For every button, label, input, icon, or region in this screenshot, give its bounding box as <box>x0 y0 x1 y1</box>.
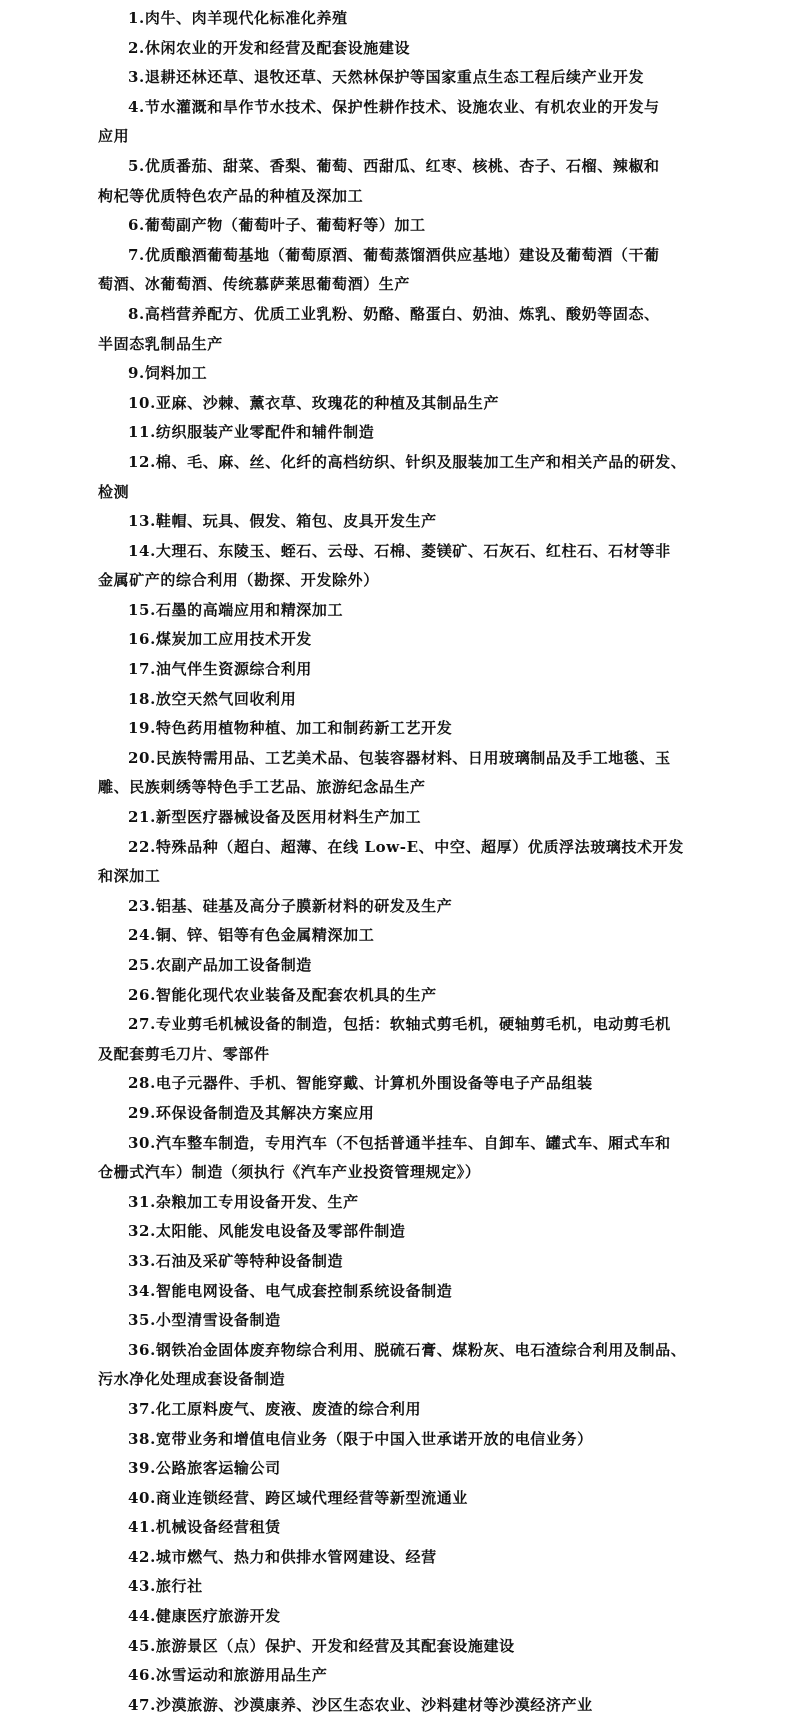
list-item: 12.棉、毛、麻、丝、化纤的高档纺织、针织及服装加工生产和相关产品的研发、 <box>128 452 687 471</box>
document-body <box>0 4 800 1720</box>
list-item: 22.特殊品种（超白、超薄、在线 Low-E、中空、超厚）优质浮法玻璃技术开发 <box>128 837 684 856</box>
list-item: 26.智能化现代农业装备及配套农机具的生产 <box>128 985 437 1004</box>
list-item: 34.智能电网设备、电气成套控制系统设备制造 <box>128 1281 453 1300</box>
list-item-continuation: 和深加工 <box>98 867 161 886</box>
list-item: 20.民族特需用品、工艺美术品、包装容器材料、日用玻璃制品及手工地毯、玉 <box>128 748 671 767</box>
list-item: 46.冰雪运动和旅游用品生产 <box>128 1666 328 1685</box>
list-item: 7.优质酿酒葡萄基地（葡萄原酒、葡萄蒸馏酒供应基地）建设及葡萄酒（干葡 <box>128 245 660 264</box>
list-item: 11.纺织服装产业零配件和辅件制造 <box>128 423 375 442</box>
list-item: 14.大理石、东陵玉、蛭石、云母、石棉、菱镁矿、石灰石、红柱石、石材等非 <box>128 541 671 560</box>
list-item: 31.杂粮加工专用设备开发、生产 <box>128 1192 359 1211</box>
list-item: 19.特色药用植物种植、加工和制药新工艺开发 <box>128 719 453 738</box>
list-item: 18.放空天然气回收利用 <box>128 689 297 708</box>
list-item: 43.旅行社 <box>128 1577 203 1596</box>
list-item: 5.优质番茄、甜菜、香梨、葡萄、西甜瓜、红枣、核桃、杏子、石榴、辣椒和 <box>128 156 660 175</box>
list-item: 28.电子元器件、手机、智能穿戴、计算机外围设备等电子产品组装 <box>128 1074 593 1093</box>
list-item: 17.油气伴生资源综合利用 <box>128 660 312 679</box>
list-item: 16.煤炭加工应用技术开发 <box>128 630 312 649</box>
list-item: 3.退耕还林还草、退牧还草、天然林保护等国家重点生态工程后续产业开发 <box>128 68 645 87</box>
list-item: 32.太阳能、风能发电设备及零部件制造 <box>128 1222 406 1241</box>
list-item-continuation: 及配套剪毛刀片、零部件 <box>98 1044 270 1063</box>
list-item: 8.高档营养配方、优质工业乳粉、奶酪、酪蛋白、奶油、炼乳、酸奶等固态、 <box>128 304 660 323</box>
list-item: 33.石油及采矿等特种设备制造 <box>128 1251 344 1270</box>
list-item: 41.机械设备经营租赁 <box>128 1518 281 1537</box>
list-item: 10.亚麻、沙棘、薰衣草、玫瑰花的种植及其制品生产 <box>128 393 500 412</box>
list-item: 1.肉牛、肉羊现代化标准化养殖 <box>128 9 348 27</box>
list-item: 30.汽车整车制造，专用汽车（不包括普通半挂车、自卸车、罐式车、厢式车和 <box>128 1133 671 1152</box>
list-item: 15.石墨的高端应用和精深加工 <box>128 600 344 619</box>
list-item: 2.休闲农业的开发和经营及配套设施建设 <box>128 38 411 57</box>
list-item: 25.农副产品加工设备制造 <box>128 956 312 974</box>
list-item-continuation: 雕、民族刺绣等特色手工艺品、旅游纪念品生产 <box>98 778 426 797</box>
list-item: 9.饲料加工 <box>128 364 208 383</box>
list-item: 37.化工原料废气、废液、废渣的综合利用 <box>128 1399 422 1418</box>
list-item-continuation: 金属矿产的综合利用（勘探、开发除外） <box>98 571 379 590</box>
list-item: 38.宽带业务和增值电信业务（限于中国入世承诺开放的电信业务） <box>128 1429 593 1448</box>
list-item: 21.新型医疗器械设备及医用材料生产加工 <box>128 808 422 827</box>
list-item: 45.旅游景区（点）保护、开发和经营及其配套设施建设 <box>128 1636 515 1655</box>
list-item: 47.沙漠旅游、沙漠康养、沙区生态农业、沙料建材等沙漠经济产业 <box>128 1695 593 1714</box>
list-item-continuation: 检测 <box>98 482 130 501</box>
list-item: 39.公路旅客运输公司 <box>128 1459 281 1478</box>
list-item: 40.商业连锁经营、跨区域代理经营等新型流通业 <box>128 1488 468 1507</box>
list-item: 6.葡萄副产物（葡萄叶子、葡萄籽等）加工 <box>128 216 426 235</box>
list-item: 23.铝基、硅基及高分子膜新材料的研发及生产 <box>128 896 453 915</box>
list-item: 27.专业剪毛机械设备的制造，包括：软轴式剪毛机，硬轴剪毛机，电动剪毛机 <box>128 1015 671 1034</box>
list-item: 42.城市燃气、热力和供排水管网建设、经营 <box>128 1547 437 1566</box>
list-item-continuation: 仓栅式汽车）制造（须执行《汽车产业投资管理规定》） <box>98 1163 481 1182</box>
list-item-continuation: 萄酒、冰葡萄酒、传统慕萨莱思葡萄酒）生产 <box>98 275 411 294</box>
list-item: 13.鞋帽、玩具、假发、箱包、皮具开发生产 <box>128 512 437 531</box>
list-item: 29.环保设备制造及其解决方案应用 <box>128 1103 375 1122</box>
list-item: 4.节水灌溉和旱作节水技术、保护性耕作技术、设施农业、有机农业的开发与 <box>128 97 660 116</box>
list-item-continuation: 枸杞等优质特色农产品的种植及深加工 <box>98 186 364 205</box>
list-item-continuation: 应用 <box>98 127 130 146</box>
list-item-continuation: 污水净化处理成套设备制造 <box>98 1370 286 1389</box>
list-item: 36.钢铁冶金固体废弃物综合利用、脱硫石膏、煤粉灰、电石渣综合利用及制品、 <box>128 1340 687 1359</box>
list-item: 24.铜、锌、铝等有色金属精深加工 <box>128 926 375 945</box>
list-item: 35.小型清雪设备制造 <box>128 1311 281 1330</box>
list-item: 44.健康医疗旅游开发 <box>128 1607 281 1626</box>
list-item-continuation: 半固态乳制品生产 <box>98 334 223 353</box>
